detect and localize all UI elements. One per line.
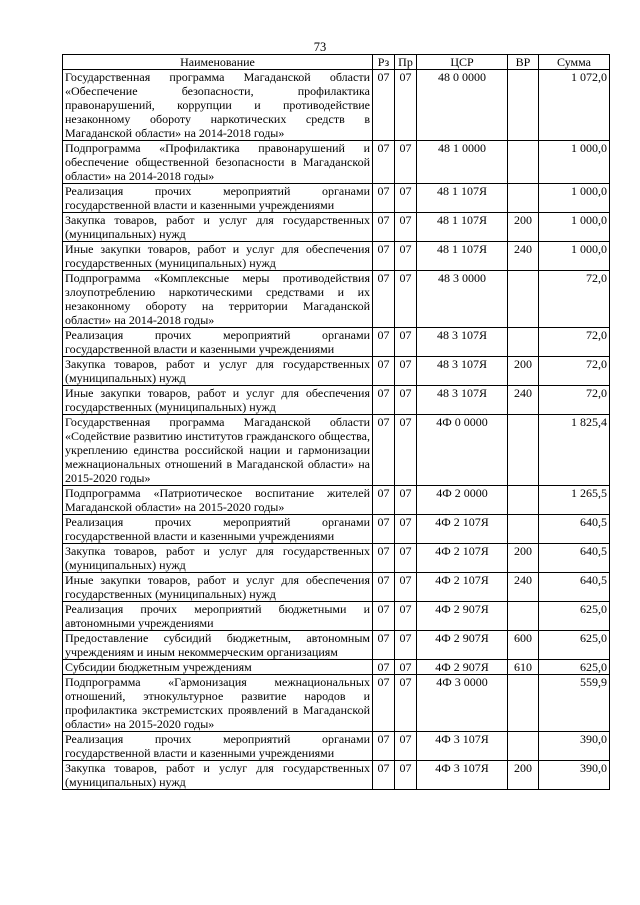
column-header-sum: Сумма bbox=[539, 55, 610, 70]
row-vr-cell bbox=[508, 486, 539, 515]
table-row bbox=[63, 544, 610, 573]
row-csr-cell: 48 3 107Я bbox=[417, 357, 508, 386]
table-row bbox=[63, 70, 610, 141]
row-sum-cell: 625,0 bbox=[539, 602, 610, 631]
row-vr-cell bbox=[508, 515, 539, 544]
row-csr-cell: 4Ф 2 107Я bbox=[417, 515, 508, 544]
row-rz-cell: 07 bbox=[373, 357, 395, 386]
row-vr-cell: 610 bbox=[508, 660, 539, 675]
row-name-cell: Закупка товаров, работ и услуг для государственных (муниципальных) нужд bbox=[63, 357, 373, 386]
row-name-cell: Реализация прочих мероприятий органами государственной власти и казенными учреждениями bbox=[63, 732, 373, 761]
row-rz-cell: 07 bbox=[373, 486, 395, 515]
table-row bbox=[63, 386, 610, 415]
table-row bbox=[63, 602, 610, 631]
row-pr-cell: 07 bbox=[395, 271, 417, 328]
row-name-cell: Закупка товаров, работ и услуг для государственных (муниципальных) нужд bbox=[63, 544, 373, 573]
table-row bbox=[63, 486, 610, 515]
row-sum-cell: 625,0 bbox=[539, 631, 610, 660]
table-row bbox=[63, 573, 610, 602]
row-sum-cell: 1 825,4 bbox=[539, 415, 610, 486]
row-name-cell: Иные закупки товаров, работ и услуг для обеспечения государственных (муниципальных) нужд bbox=[63, 573, 373, 602]
row-csr-cell: 48 1 0000 bbox=[417, 141, 508, 184]
row-rz-cell: 07 bbox=[373, 328, 395, 357]
row-vr-cell: 600 bbox=[508, 631, 539, 660]
row-vr-cell: 200 bbox=[508, 357, 539, 386]
row-rz-cell: 07 bbox=[373, 515, 395, 544]
row-rz-cell: 07 bbox=[373, 271, 395, 328]
row-name-cell: Предоставление субсидий бюджетным, автономным учреждениям и иным некоммерческим организациям bbox=[63, 631, 373, 660]
row-pr-cell: 07 bbox=[395, 544, 417, 573]
row-csr-cell: 48 3 0000 bbox=[417, 271, 508, 328]
row-sum-cell: 625,0 bbox=[539, 660, 610, 675]
row-csr-cell: 4Ф 2 107Я bbox=[417, 544, 508, 573]
row-rz-cell: 07 bbox=[373, 761, 395, 790]
row-pr-cell: 07 bbox=[395, 70, 417, 141]
row-csr-cell: 48 1 107Я bbox=[417, 184, 508, 213]
row-csr-cell: 4Ф 2 907Я bbox=[417, 602, 508, 631]
table-row bbox=[63, 515, 610, 544]
row-vr-cell: 240 bbox=[508, 242, 539, 271]
row-rz-cell: 07 bbox=[373, 213, 395, 242]
row-vr-cell bbox=[508, 141, 539, 184]
row-csr-cell: 48 1 107Я bbox=[417, 242, 508, 271]
row-csr-cell: 48 3 107Я bbox=[417, 386, 508, 415]
column-header-pr: Пр bbox=[395, 55, 417, 70]
column-header-vr: ВР bbox=[508, 55, 539, 70]
row-csr-cell: 4Ф 3 107Я bbox=[417, 761, 508, 790]
column-header-rz: Рз bbox=[373, 55, 395, 70]
row-sum-cell: 72,0 bbox=[539, 386, 610, 415]
table-row bbox=[63, 357, 610, 386]
row-vr-cell bbox=[508, 328, 539, 357]
row-sum-cell: 390,0 bbox=[539, 761, 610, 790]
row-name-cell: Подпрограмма «Гармонизация межнациональных отношений, этнокультурное развитие народов и профилактика экстремистских проявлений в Магаданской области» на 2015-2020 годы» bbox=[63, 675, 373, 732]
row-name-cell: Государственная программа Магаданской области «Содействие развитию институтов гражданского общества, укреплению единства российской нации и гармонизации межнациональных отношений в Магаданской области» на 2015-2020 годы» bbox=[63, 415, 373, 486]
row-sum-cell: 1 000,0 bbox=[539, 213, 610, 242]
row-pr-cell: 07 bbox=[395, 242, 417, 271]
table-row bbox=[63, 660, 610, 675]
row-pr-cell: 07 bbox=[395, 328, 417, 357]
table-row bbox=[63, 761, 610, 790]
row-name-cell: Подпрограмма «Профилактика правонарушений и обеспечение общественной безопасности в Магаданской области» на 2014-2018 годы» bbox=[63, 141, 373, 184]
table-row bbox=[63, 141, 610, 184]
row-pr-cell: 07 bbox=[395, 660, 417, 675]
row-csr-cell: 4Ф 2 107Я bbox=[417, 573, 508, 602]
row-csr-cell: 4Ф 3 0000 bbox=[417, 675, 508, 732]
row-pr-cell: 07 bbox=[395, 213, 417, 242]
row-sum-cell: 1 000,0 bbox=[539, 184, 610, 213]
row-sum-cell: 72,0 bbox=[539, 357, 610, 386]
row-name-cell: Закупка товаров, работ и услуг для государственных (муниципальных) нужд bbox=[63, 213, 373, 242]
row-name-cell: Иные закупки товаров, работ и услуг для обеспечения государственных (муниципальных) нужд bbox=[63, 242, 373, 271]
row-rz-cell: 07 bbox=[373, 415, 395, 486]
table-header-row bbox=[63, 55, 610, 70]
row-pr-cell: 07 bbox=[395, 415, 417, 486]
row-rz-cell: 07 bbox=[373, 386, 395, 415]
row-rz-cell: 07 bbox=[373, 573, 395, 602]
table-row bbox=[63, 213, 610, 242]
row-sum-cell: 559,9 bbox=[539, 675, 610, 732]
row-vr-cell bbox=[508, 602, 539, 631]
row-sum-cell: 72,0 bbox=[539, 328, 610, 357]
row-name-cell: Субсидии бюджетным учреждениям bbox=[63, 660, 373, 675]
page-number: 73 bbox=[313, 40, 327, 54]
row-sum-cell: 390,0 bbox=[539, 732, 610, 761]
row-pr-cell: 07 bbox=[395, 386, 417, 415]
row-name-cell: Подпрограмма «Комплексные меры противодействия злоупотреблению наркотическими средствами и их незаконному обороту на территории Магаданской области» на 2014-2018 годы» bbox=[63, 271, 373, 328]
row-rz-cell: 07 bbox=[373, 602, 395, 631]
row-csr-cell: 4Ф 2 907Я bbox=[417, 631, 508, 660]
row-vr-cell: 200 bbox=[508, 213, 539, 242]
row-name-cell: Реализация прочих мероприятий бюджетными и автономными учреждениями bbox=[63, 602, 373, 631]
row-pr-cell: 07 bbox=[395, 357, 417, 386]
row-name-cell: Реализация прочих мероприятий органами государственной власти и казенными учреждениями bbox=[63, 184, 373, 213]
row-sum-cell: 640,5 bbox=[539, 544, 610, 573]
row-name-cell: Реализация прочих мероприятий органами государственной власти и казенными учреждениями bbox=[63, 515, 373, 544]
row-csr-cell: 4Ф 3 107Я bbox=[417, 732, 508, 761]
row-vr-cell bbox=[508, 70, 539, 141]
row-csr-cell: 48 0 0000 bbox=[417, 70, 508, 141]
row-pr-cell: 07 bbox=[395, 675, 417, 732]
row-rz-cell: 07 bbox=[373, 631, 395, 660]
row-pr-cell: 07 bbox=[395, 184, 417, 213]
row-rz-cell: 07 bbox=[373, 660, 395, 675]
row-csr-cell: 4Ф 2 0000 bbox=[417, 486, 508, 515]
table-row bbox=[63, 415, 610, 486]
row-pr-cell: 07 bbox=[395, 761, 417, 790]
row-csr-cell: 4Ф 0 0000 bbox=[417, 415, 508, 486]
row-sum-cell: 640,5 bbox=[539, 515, 610, 544]
row-name-cell: Иные закупки товаров, работ и услуг для обеспечения государственных (муниципальных) нужд bbox=[63, 386, 373, 415]
column-header-name: Наименование bbox=[63, 55, 373, 70]
table-row bbox=[63, 271, 610, 328]
row-rz-cell: 07 bbox=[373, 242, 395, 271]
row-sum-cell: 640,5 bbox=[539, 573, 610, 602]
row-csr-cell: 48 3 107Я bbox=[417, 328, 508, 357]
row-vr-cell bbox=[508, 184, 539, 213]
row-pr-cell: 07 bbox=[395, 573, 417, 602]
row-pr-cell: 07 bbox=[395, 631, 417, 660]
row-vr-cell: 200 bbox=[508, 761, 539, 790]
row-rz-cell: 07 bbox=[373, 732, 395, 761]
row-vr-cell bbox=[508, 415, 539, 486]
row-rz-cell: 07 bbox=[373, 544, 395, 573]
row-sum-cell: 72,0 bbox=[539, 271, 610, 328]
budget-table bbox=[62, 54, 610, 790]
row-rz-cell: 07 bbox=[373, 184, 395, 213]
row-vr-cell: 240 bbox=[508, 386, 539, 415]
table-body bbox=[63, 70, 610, 790]
row-rz-cell: 07 bbox=[373, 141, 395, 184]
table-row bbox=[63, 184, 610, 213]
row-name-cell: Реализация прочих мероприятий органами государственной власти и казенными учреждениями bbox=[63, 328, 373, 357]
row-pr-cell: 07 bbox=[395, 486, 417, 515]
table-row bbox=[63, 328, 610, 357]
row-pr-cell: 07 bbox=[395, 732, 417, 761]
row-rz-cell: 07 bbox=[373, 675, 395, 732]
table-row bbox=[63, 675, 610, 732]
row-rz-cell: 07 bbox=[373, 70, 395, 141]
row-sum-cell: 1 000,0 bbox=[539, 141, 610, 184]
row-vr-cell bbox=[508, 675, 539, 732]
row-sum-cell: 1 072,0 bbox=[539, 70, 610, 141]
row-name-cell: Закупка товаров, работ и услуг для государственных (муниципальных) нужд bbox=[63, 761, 373, 790]
column-header-csr: ЦСР bbox=[417, 55, 508, 70]
row-csr-cell: 48 1 107Я bbox=[417, 213, 508, 242]
row-csr-cell: 4Ф 2 907Я bbox=[417, 660, 508, 675]
row-name-cell: Государственная программа Магаданской области «Обеспечение безопасности, профилактика правонарушений, коррупции и противодействие незаконному обороту наркотических средств в Магаданской области» на 2014-2018 годы» bbox=[63, 70, 373, 141]
row-pr-cell: 07 bbox=[395, 602, 417, 631]
row-pr-cell: 07 bbox=[395, 141, 417, 184]
row-sum-cell: 1 265,5 bbox=[539, 486, 610, 515]
row-name-cell: Подпрограмма «Патриотическое воспитание жителей Магаданской области» на 2015-2020 годы» bbox=[63, 486, 373, 515]
row-pr-cell: 07 bbox=[395, 515, 417, 544]
row-sum-cell: 1 000,0 bbox=[539, 242, 610, 271]
table-row bbox=[63, 242, 610, 271]
table-row bbox=[63, 631, 610, 660]
row-vr-cell: 200 bbox=[508, 544, 539, 573]
row-vr-cell: 240 bbox=[508, 573, 539, 602]
row-vr-cell bbox=[508, 271, 539, 328]
row-vr-cell bbox=[508, 732, 539, 761]
table-row bbox=[63, 732, 610, 761]
